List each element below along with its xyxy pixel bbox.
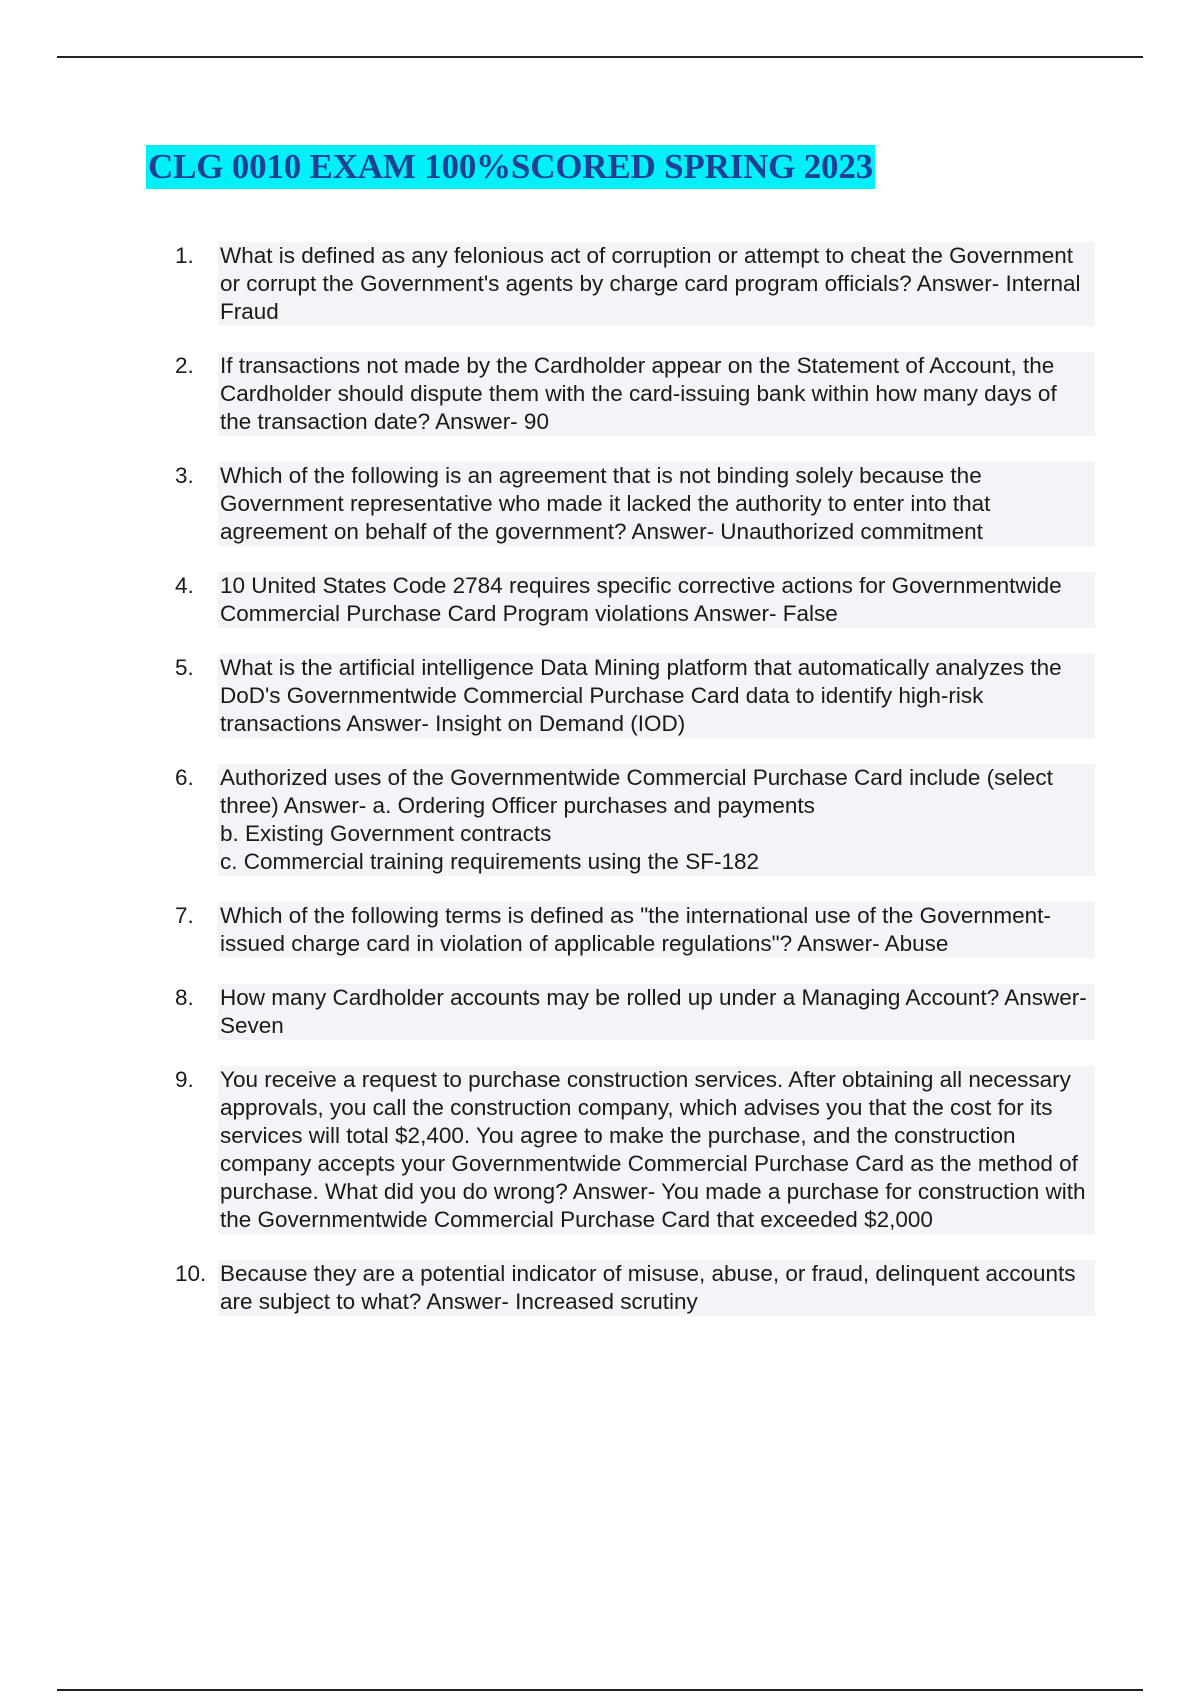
question-number: 7. xyxy=(175,903,194,928)
question-line: If transactions not made by the Cardholder appear on the Statement of Account, the Cardholder should dispute them with the card-issuing bank within how many days of the transaction date? Answer- 90 xyxy=(220,353,1057,434)
question-number: 6. xyxy=(175,765,194,790)
question-text xyxy=(218,764,1095,876)
question-text xyxy=(218,242,1095,326)
question-number: 4. xyxy=(175,573,194,598)
answer-option: c. Commercial training requirements using the SF-182 xyxy=(220,849,759,874)
answer-option: b. Existing Government contracts xyxy=(220,821,552,846)
question-number: 3. xyxy=(175,463,194,488)
question-item xyxy=(175,764,1095,876)
question-line: How many Cardholder accounts may be rolled up under a Managing Account? Answer- Seven xyxy=(220,985,1087,1038)
question-text xyxy=(218,902,1095,958)
question-line: You receive a request to purchase construction services. After obtaining all necessary approvals, you call the construction company, which advises you that the cost for its services will total $2,400. You agree to make the purchase, and the construction company accepts your Governmentwide Commercial Purchase Card as the method of purchase. What did you do wrong? Answer- You made a purchase for construction with the Governmentwide Commercial Purchase Card that exceeded $2,000 xyxy=(220,1067,1086,1232)
question-item xyxy=(175,984,1095,1040)
question-item xyxy=(175,1260,1095,1316)
question-number: 9. xyxy=(175,1067,194,1092)
question-item xyxy=(175,462,1095,546)
question-line: Because they are a potential indicator of misuse, abuse, or fraud, delinquent accounts are subject to what? Answer- Increased scrutiny xyxy=(220,1261,1076,1314)
question-text xyxy=(218,462,1095,546)
question-line: What is the artificial intelligence Data Mining platform that automatically analyzes the DoD's Governmentwide Commercial Purchase Card data to identify high-risk transactions Answer- Insight on Demand (IOD) xyxy=(220,655,1062,736)
document-title: CLG 0010 EXAM 100%SCORED SPRING 2023 xyxy=(146,145,875,189)
question-item xyxy=(175,572,1095,628)
question-text xyxy=(218,984,1095,1040)
question-number: 1. xyxy=(175,243,194,268)
bottom-rule xyxy=(57,1689,1143,1691)
question-list xyxy=(175,242,1095,1342)
question-number: 2. xyxy=(175,353,194,378)
question-line: Which of the following terms is defined as "the international use of the Government-issued charge card in violation of applicable regulations"? Answer- Abuse xyxy=(220,903,1051,956)
question-number: 10. xyxy=(175,1261,207,1286)
question-text xyxy=(218,1260,1095,1316)
question-text xyxy=(218,654,1095,738)
question-item xyxy=(175,352,1095,436)
question-line: Authorized uses of the Governmentwide Commercial Purchase Card include (select three) Answer- a. Ordering Officer purchases and payments xyxy=(220,765,1053,818)
question-text xyxy=(218,352,1095,436)
question-line: What is defined as any felonious act of corruption or attempt to cheat the Government or corrupt the Government's agents by charge card program officials? Answer- Internal Fraud xyxy=(220,243,1081,324)
question-text xyxy=(218,572,1095,628)
question-number: 8. xyxy=(175,985,194,1010)
question-item xyxy=(175,654,1095,738)
question-number: 5. xyxy=(175,655,194,680)
question-item xyxy=(175,242,1095,326)
question-line: 10 United States Code 2784 requires specific corrective actions for Governmentwide Commercial Purchase Card Program violations Answer- False xyxy=(220,573,1062,626)
top-rule xyxy=(57,56,1143,58)
question-text xyxy=(218,1066,1095,1234)
question-item xyxy=(175,1066,1095,1234)
question-item xyxy=(175,902,1095,958)
question-line: Which of the following is an agreement that is not binding solely because the Government representative who made it lacked the authority to enter into that agreement on behalf of the government? Answer- Unauthorized commitment xyxy=(220,463,991,544)
